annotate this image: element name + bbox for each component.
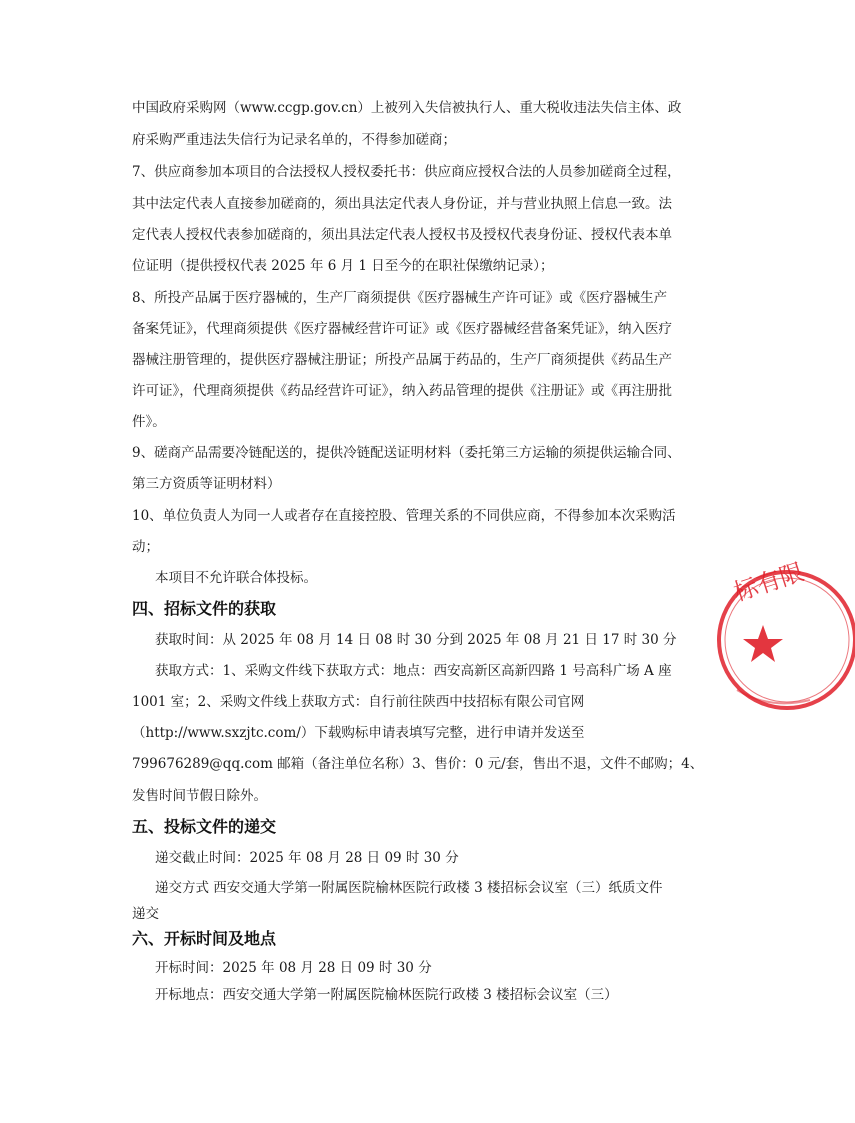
text-line: 位证明（提供授权代表 2025 年 6 月 1 日至今的在职社保缴纳记录）；	[132, 258, 554, 274]
text-line: 1001 室；2、采购文件线上获取方式：自行前往陕西中技招标有限公司官网	[132, 694, 585, 710]
text-line: 递交	[132, 906, 159, 922]
company-seal	[715, 557, 855, 715]
text-line: 8、所投产品属于医疗器械的，生产厂商须提供《医疗器械生产许可证》或《医疗器械生产	[132, 290, 668, 306]
text-line: 备案凭证》，代理商须提供《医疗器械经营许可证》或《医疗器械经营备案凭证》，纳入医疗	[132, 321, 672, 337]
text-line: 7、供应商参加本项目的合法授权人授权委托书：供应商应授权合法的人员参加磋商全过程，	[132, 164, 681, 180]
text-line: 件》。	[132, 414, 166, 430]
text-line: 动；	[132, 539, 159, 555]
text-line: 开标地点：西安交通大学第一附属医院榆林医院行政楼 3 楼招标会议室（三）	[155, 987, 618, 1003]
text-line: 许可证》，代理商须提供《药品经营许可证》，纳入药品管理的提供《注册证》或《再注册批	[132, 383, 672, 399]
text-line: 第三方资质等证明材料）	[132, 476, 281, 492]
text-line: 9、磋商产品需要冷链配送的，提供冷链配送证明材料（委托第三方运输的须提供运输合同、	[132, 445, 681, 461]
section-heading: 六、开标时间及地点	[132, 929, 277, 948]
text-line: 799676289@qq.com 邮箱（备注单位名称）3、售价：0 元/套，售出不退，文件不邮购；4、	[132, 756, 704, 772]
seal-icon	[715, 557, 855, 715]
text-line: 中国政府采购网（www.ccgp.gov.cn）上被列入失信被执行人、重大税收违法失信主体、政	[132, 100, 682, 116]
text-line: 器械注册管理的，提供医疗器械注册证；所投产品属于药品的，生产厂商须提供《药品生产	[132, 352, 672, 368]
text-line: 开标时间：2025 年 08 月 28 日 09 时 30 分	[155, 960, 432, 976]
text-line: 递交方式 西安交通大学第一附属医院榆林医院行政楼 3 楼招标会议室（三）纸质文件	[155, 880, 663, 896]
text-line: 10、单位负责人为同一人或者存在直接控股、管理关系的不同供应商，不得参加本次采购活	[132, 508, 676, 524]
section-heading: 五、投标文件的递交	[132, 817, 277, 836]
text-line: 获取方式：1、采购文件线下获取方式：地点：西安高新区高新四路 1 号高科广场 A 座	[155, 663, 672, 679]
text-line: 其中法定代表人直接参加磋商的，须出具法定代表人身份证，并与营业执照上信息一致。法	[132, 196, 672, 212]
text-line: 获取时间：从 2025 年 08 月 14 日 08 时 30 分到 2025 年 08 月 21 日 17 时 30 分	[155, 632, 677, 648]
text-line: 本项目不允许联合体投标。	[155, 570, 317, 586]
text-line: 府采购严重违法失信行为记录名单的，不得参加磋商；	[132, 132, 456, 148]
section-heading: 四、招标文件的获取	[132, 599, 277, 618]
text-line: （http://www.sxzjtc.com/）下载购标申请表填写完整，进行申请并发送至	[132, 725, 585, 741]
text-line: 定代表人授权代表参加磋商的，须出具法定代表人授权书及授权代表身份证、授权代表本单	[132, 227, 672, 243]
text-line: 发售时间节假日除外。	[132, 788, 267, 804]
seal-lettering: 标有限	[730, 557, 808, 607]
text-line: 递交截止时间：2025 年 08 月 28 日 09 时 30 分	[155, 850, 459, 866]
